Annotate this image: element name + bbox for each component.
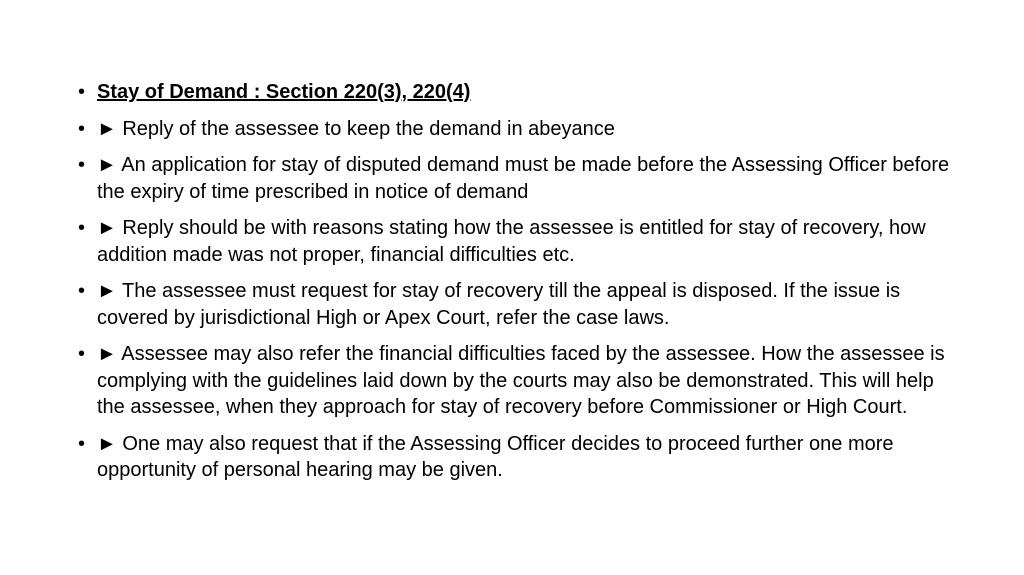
bullet-dot-icon: • (78, 154, 86, 176)
bullet-text: ► Assessee may also refer the financial difficulties faced by the assessee. How the assessee is complying with the guidelines laid down by the courts may also be demonstrated. This will help the assessee, when they approach for stay of recovery before Commissioner or High Court. (97, 343, 945, 418)
bullet-dot-icon: • (78, 280, 86, 302)
bullet-item-heading (78, 79, 958, 106)
bullet-item (78, 278, 958, 331)
bullet-dot-icon: • (78, 217, 86, 239)
bullet-item (78, 431, 958, 484)
bullet-item (78, 116, 958, 143)
bullet-item (78, 152, 958, 205)
bullet-text: ► Reply should be with reasons stating how the assessee is entitled for stay of recovery, how addition made was not proper, financial difficulties etc. (97, 217, 926, 266)
slide-heading: Stay of Demand : Section 220(3), 220(4) (97, 81, 471, 103)
bullet-list (78, 79, 958, 494)
bullet-text: ► Reply of the assessee to keep the demand in abeyance (97, 117, 615, 140)
bullet-item (78, 341, 958, 421)
bullet-dot-icon: • (78, 432, 86, 455)
bullet-item (78, 215, 958, 268)
bullet-dot-icon: • (78, 343, 86, 365)
bullet-dot-icon: • (78, 81, 86, 103)
bullet-text: ► An application for stay of disputed demand must be made before the Assessing Officer before the expiry of time prescribed in notice of demand (97, 154, 950, 203)
bullet-dot-icon: • (78, 117, 86, 140)
bullet-text: ► The assessee must request for stay of recovery till the appeal is disposed. If the issue is covered by jurisdictional High or Apex Court, refer the case laws. (97, 280, 901, 329)
bullet-text: ► One may also request that if the Assessing Officer decides to proceed further one more opportunity of personal hearing may be given. (97, 432, 894, 481)
